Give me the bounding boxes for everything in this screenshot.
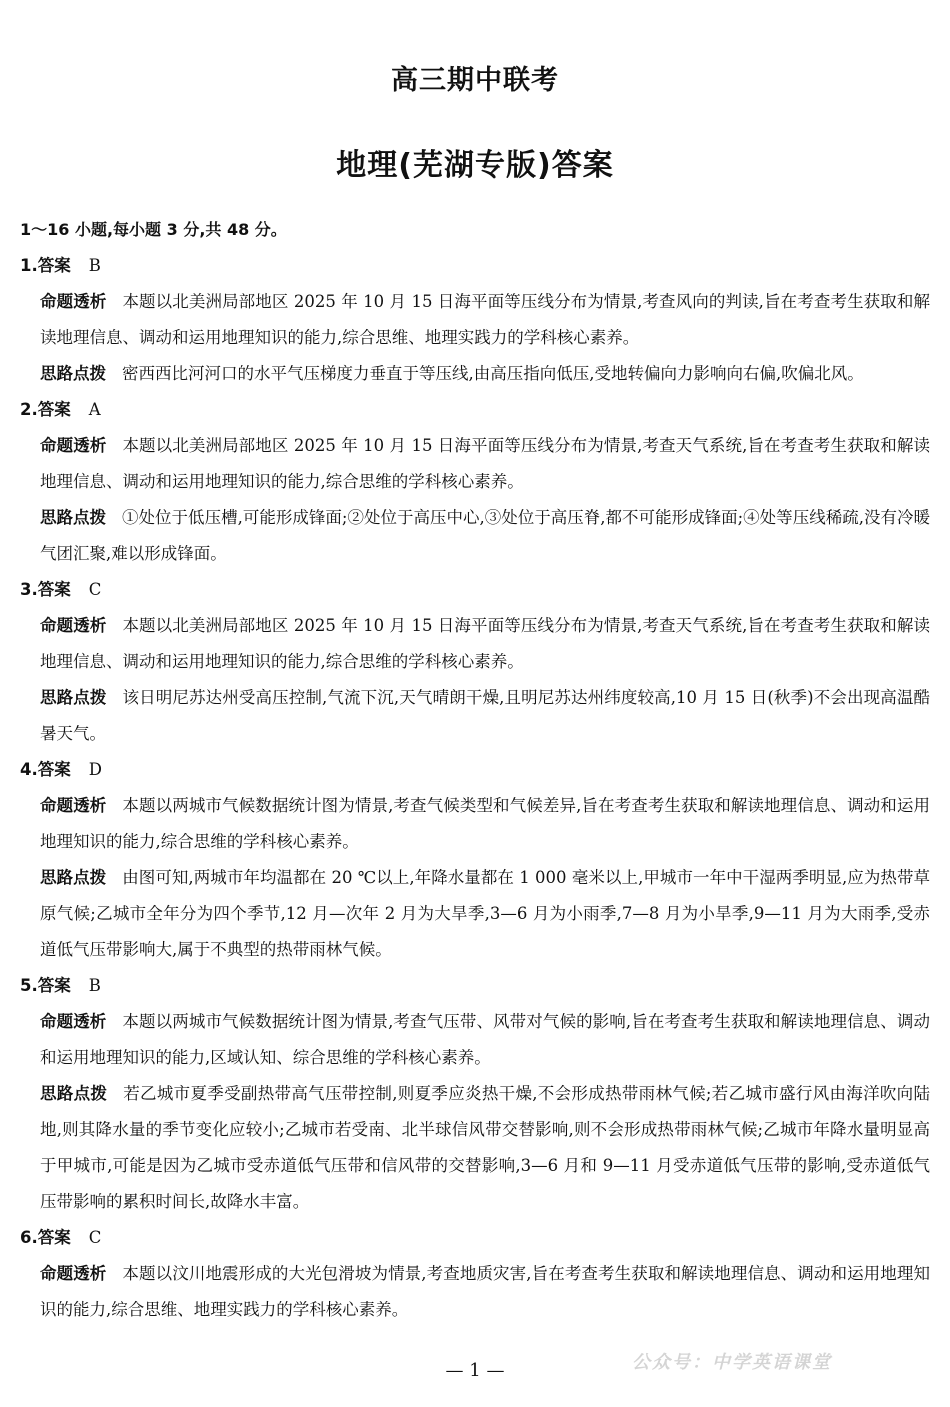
question-1-hint: [20, 356, 930, 392]
analysis-text: 本题以两城市气候数据统计图为情景,考查气压带、风带对气候的影响,旨在考查考生获取和解读地理信息、调动和运用地理知识的能力,区域认知、综合思维的学科核心素养。: [40, 1012, 930, 1067]
question-5-analysis: [20, 1004, 930, 1076]
question-number: 6.答案: [20, 1228, 71, 1247]
analysis-label: 命题透析: [40, 292, 107, 311]
question-number: 2.答案: [20, 400, 71, 419]
analysis-text: 本题以两城市气候数据统计图为情景,考查气候类型和气候差异,旨在考查考生获取和解读地理信息、调动和运用地理知识的能力,综合思维的学科核心素养。: [40, 796, 930, 851]
hint-text: 由图可知,两城市年均温都在 20 ℃以上,年降水量都在 1 000 毫米以上,甲城市一年中干湿两季明显,应为热带草原气候;乙城市全年分为四个季节,12 月—次年 2 月为大旱季,3—6 月为小雨季,7—8 月为小旱季,9—11 月为大雨季,受赤道低气压带影响大,属于不典型的热带雨林气候。: [40, 868, 931, 959]
answer-letter: C: [88, 1228, 102, 1247]
question-number: 5.答案: [20, 976, 71, 995]
answer-content: [20, 212, 930, 1328]
question-2-analysis: [20, 428, 930, 500]
answer-letter: B: [88, 976, 101, 995]
hint-label: 思路点拨: [40, 688, 107, 707]
hint-text: 密西西比河河口的水平气压梯度力垂直于等压线,由高压指向低压,受地转偏向力影响向右偏,吹偏北风。: [122, 364, 864, 383]
analysis-label: 命题透析: [40, 436, 107, 455]
analysis-label: 命题透析: [40, 796, 107, 815]
answer-letter: D: [88, 760, 102, 779]
answer-letter: A: [88, 400, 101, 419]
watermark: 公众号：中学英语课堂: [632, 1352, 832, 1373]
question-4-analysis: [20, 788, 930, 860]
page-number: — 1 —: [445, 1360, 505, 1381]
exam-subtitle: 地理(芜湖专版)答案: [336, 148, 614, 183]
analysis-text: 本题以汶川地震形成的大光包滑坡为情景,考查地质灾害,旨在考查考生获取和解读地理信息、调动和运用地理知识的能力,综合思维、地理实践力的学科核心素养。: [40, 1264, 930, 1319]
question-3-header: [20, 572, 930, 608]
hint-label: 思路点拨: [40, 868, 107, 887]
question-5-header: [20, 968, 930, 1004]
question-number: 4.答案: [20, 760, 71, 779]
analysis-text: 本题以北美洲局部地区 2025 年 10 月 15 日海平面等压线分布为情景,考查天气系统,旨在考查考生获取和解读地理信息、调动和运用地理知识的能力,综合思维的学科核心素养。: [40, 436, 930, 491]
exam-title: 高三期中联考: [391, 65, 559, 96]
question-1-header: [20, 248, 930, 284]
hint-label: 思路点拨: [40, 364, 106, 383]
question-number: 1.答案: [20, 256, 71, 275]
hint-label: 思路点拨: [40, 508, 107, 527]
analysis-text: 本题以北美洲局部地区 2025 年 10 月 15 日海平面等压线分布为情景,考查风向的判读,旨在考查考生获取和解读地理信息、调动和运用地理知识的能力,综合思维、地理实践力的学科核心素养。: [40, 292, 930, 347]
question-4-header: [20, 752, 930, 788]
analysis-label: 命题透析: [40, 616, 107, 635]
question-3-analysis: [20, 608, 930, 680]
question-1-analysis: [20, 284, 930, 356]
question-3-hint: [20, 680, 930, 752]
analysis-text: 本题以北美洲局部地区 2025 年 10 月 15 日海平面等压线分布为情景,考查天气系统,旨在考查考生获取和解读地理信息、调动和运用地理知识的能力,综合思维的学科核心素养。: [40, 616, 930, 671]
question-number: 3.答案: [20, 580, 71, 599]
question-6-analysis: [20, 1256, 930, 1328]
question-2-header: [20, 392, 930, 428]
hint-text: 该日明尼苏达州受高压控制,气流下沉,天气晴朗干燥,且明尼苏达州纬度较高,10 月 15 日(秋季)不会出现高温酷暑天气。: [40, 688, 930, 743]
hint-text: 若乙城市夏季受副热带高气压带控制,则夏季应炎热干燥,不会形成热带雨林气候;若乙城市盛行风由海洋吹向陆地,则其降水量的季节变化应较小;乙城市若受南、北半球信风带交替影响,则不会形成热带雨林气候;乙城市年降水量明显高于甲城市,可能是因为乙城市受赤道低气压带和信风带的交替影响,3—6 月和 9—11 月受赤道低气压带的影响,受赤道低气压带影响的累积时间长,故降水丰富。: [40, 1084, 930, 1211]
question-4-hint: [20, 860, 930, 968]
question-5-hint: [20, 1076, 930, 1220]
analysis-label: 命题透析: [40, 1264, 107, 1283]
hint-label: 思路点拨: [40, 1084, 108, 1103]
analysis-label: 命题透析: [40, 1012, 107, 1031]
hint-text: ①处位于低压槽,可能形成锋面;②处位于高压中心,③处位于高压脊,都不可能形成锋面;④处等压线稀疏,没有冷暖气团汇聚,难以形成锋面。: [40, 508, 930, 563]
answer-letter: C: [88, 580, 102, 599]
answer-letter: B: [88, 256, 101, 275]
question-6-header: [20, 1220, 930, 1256]
section-intro: 1～16 小题,每小题 3 分,共 48 分。: [20, 220, 287, 239]
question-2-hint: [20, 500, 930, 572]
